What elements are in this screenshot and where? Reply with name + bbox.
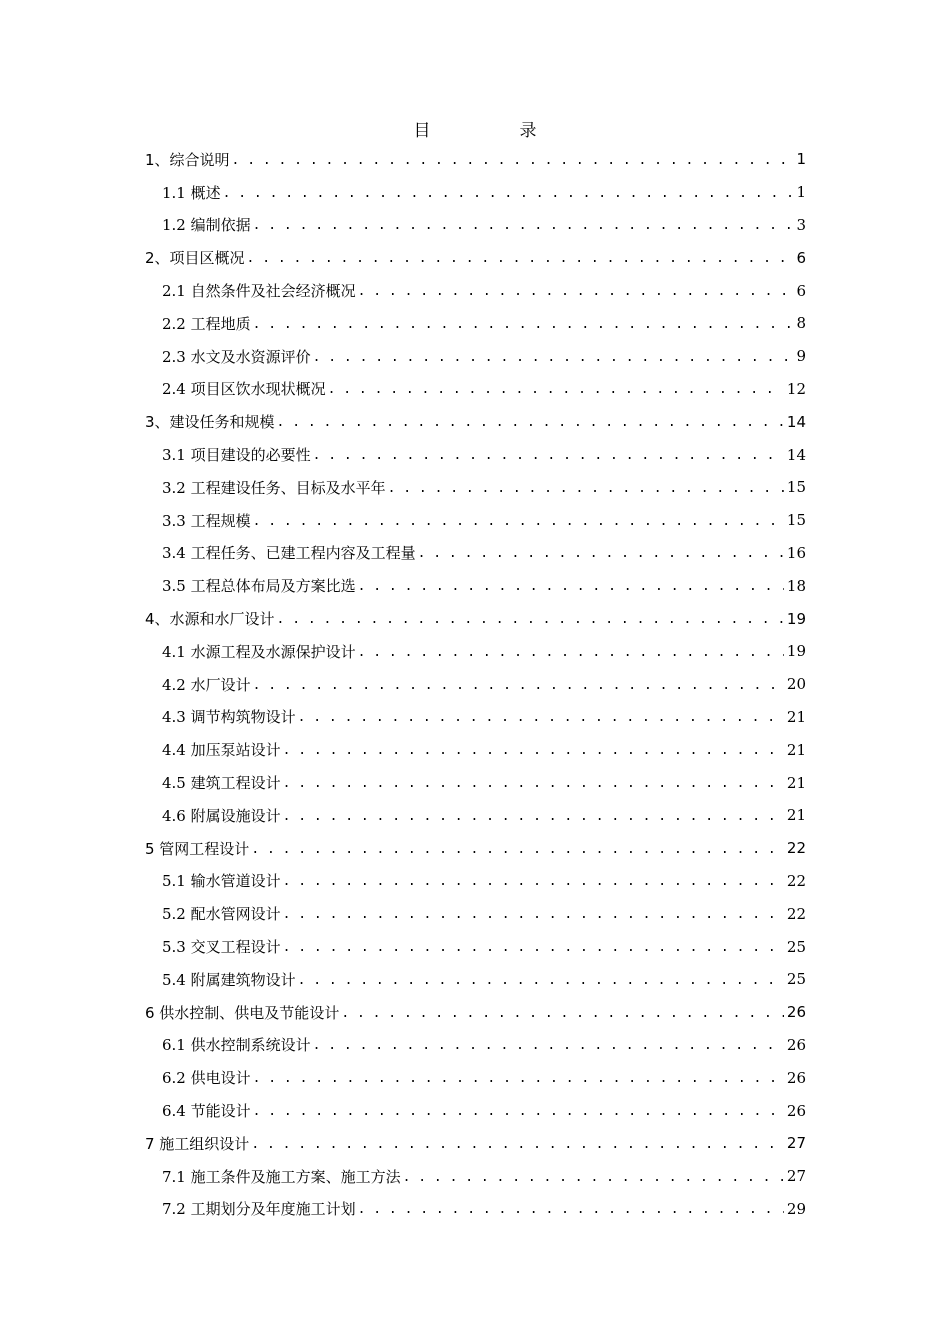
toc-dot-leader [298, 973, 784, 988]
toc-section-entry[interactable] [0, 307, 806, 340]
toc-section-entry[interactable] [0, 1061, 806, 1094]
toc-dot-leader [313, 1038, 784, 1053]
toc-entry-label: 6.1 供水控制系统设计 [162, 1036, 311, 1055]
toc-page-number: 6 [796, 248, 806, 267]
toc-section-entry[interactable] [0, 635, 806, 668]
toc-section-entry[interactable] [0, 569, 806, 602]
toc-entry-label: 1、综合说明 [145, 150, 230, 169]
toc-section-entry[interactable] [0, 537, 806, 570]
toc-dot-leader [253, 317, 794, 332]
toc-section-entry[interactable] [0, 438, 806, 471]
toc-page-number: 26 [786, 1101, 806, 1120]
toc-page-number: 21 [786, 707, 806, 726]
table-of-contents [0, 143, 950, 1225]
toc-section-entry[interactable] [0, 1160, 806, 1193]
toc-title: 目 录 [413, 121, 573, 141]
toc-dot-leader [418, 546, 784, 561]
toc-chapter-entry[interactable] [0, 832, 806, 865]
toc-dot-leader [251, 1137, 784, 1152]
toc-dot-leader [253, 218, 794, 233]
toc-page-number: 1 [796, 183, 806, 202]
toc-dot-leader [253, 1071, 784, 1086]
toc-entry-label: 7 施工组织设计 [145, 1134, 250, 1153]
toc-page-number: 21 [786, 773, 806, 792]
toc-page-number: 22 [786, 871, 806, 890]
toc-dot-leader [247, 251, 794, 266]
toc-section-entry[interactable] [0, 668, 806, 701]
toc-entry-label: 3.5 工程总体布局及方案比选 [162, 577, 356, 596]
toc-page-number: 3 [796, 215, 806, 234]
toc-dot-leader [403, 1170, 784, 1185]
toc-chapter-entry[interactable] [0, 405, 806, 438]
toc-section-entry[interactable] [0, 865, 806, 898]
toc-dot-leader [283, 940, 784, 955]
toc-dot-leader [253, 1104, 784, 1119]
toc-section-entry[interactable] [0, 340, 806, 373]
toc-page-number: 14 [786, 445, 806, 464]
toc-page-number: 26 [786, 1003, 806, 1022]
toc-page-number: 19 [786, 642, 806, 661]
toc-entry-label: 4.5 建筑工程设计 [162, 774, 281, 793]
toc-page-number: 21 [786, 806, 806, 825]
toc-entry-label: 2.4 项目区饮水现状概况 [162, 380, 326, 399]
toc-page-number: 25 [786, 970, 806, 989]
toc-entry-label: 1.2 编制依据 [162, 216, 251, 235]
toc-section-entry[interactable] [0, 1094, 806, 1127]
toc-chapter-entry[interactable] [0, 996, 806, 1029]
toc-entry-label: 4.2 水厂设计 [162, 675, 251, 694]
toc-chapter-entry[interactable] [0, 602, 806, 635]
toc-entry-label: 4.6 附属设施设计 [162, 806, 281, 825]
toc-entry-label: 6 供水控制、供电及节能设计 [145, 1003, 340, 1022]
toc-entry-label: 5.3 交叉工程设计 [162, 938, 281, 957]
toc-section-entry[interactable] [0, 799, 806, 832]
toc-page-number: 9 [796, 347, 806, 366]
toc-entry-label: 3.4 工程任务、已建工程内容及工程量 [162, 544, 416, 563]
toc-entry-label: 7.2 工期划分及年度施工计划 [162, 1200, 356, 1219]
toc-chapter-entry[interactable] [0, 143, 806, 176]
toc-entry-label: 4.3 调节构筑物设计 [162, 708, 296, 727]
toc-section-entry[interactable] [0, 963, 806, 996]
toc-page-number: 26 [786, 1035, 806, 1054]
toc-page-number: 22 [786, 839, 806, 858]
toc-dot-leader [328, 382, 784, 397]
toc-section-entry[interactable] [0, 897, 806, 930]
toc-dot-leader [253, 678, 784, 693]
toc-dot-leader [358, 645, 784, 660]
toc-dot-leader [298, 710, 784, 725]
toc-entry-label: 2.1 自然条件及社会经济概况 [162, 282, 356, 301]
toc-page-number: 6 [796, 281, 806, 300]
toc-section-entry[interactable] [0, 733, 806, 766]
toc-chapter-entry[interactable] [0, 1127, 806, 1160]
toc-chapter-entry[interactable] [0, 241, 806, 274]
toc-page-number: 26 [786, 1068, 806, 1087]
toc-dot-leader [251, 842, 784, 857]
toc-page-number: 27 [786, 1167, 806, 1186]
toc-dot-leader [358, 284, 794, 299]
toc-entry-label: 4.4 加压泵站设计 [162, 741, 281, 760]
toc-section-entry[interactable] [0, 209, 806, 242]
toc-entry-label: 3.3 工程规模 [162, 511, 251, 530]
toc-page-number: 8 [796, 314, 806, 333]
toc-dot-leader [223, 186, 794, 201]
toc-page-number: 21 [786, 740, 806, 759]
toc-dot-leader [277, 612, 784, 627]
toc-dot-leader [283, 874, 784, 889]
toc-entry-label: 5.2 配水管网设计 [162, 905, 281, 924]
toc-entry-label: 6.4 节能设计 [162, 1102, 251, 1120]
toc-section-entry[interactable] [0, 176, 806, 209]
toc-section-entry[interactable] [0, 930, 806, 963]
toc-page-number: 27 [786, 1134, 806, 1153]
toc-dot-leader [277, 415, 784, 430]
toc-section-entry[interactable] [0, 1193, 806, 1226]
toc-dot-leader [313, 350, 794, 365]
toc-dot-leader [358, 579, 784, 594]
toc-page-number: 15 [786, 478, 806, 497]
toc-dot-leader [358, 1202, 784, 1217]
toc-dot-leader [283, 907, 784, 922]
toc-section-entry[interactable] [0, 701, 806, 734]
toc-page-number: 14 [786, 412, 806, 431]
toc-dot-leader [253, 514, 784, 529]
toc-entry-label: 5.1 输水管道设计 [162, 872, 281, 891]
toc-section-entry[interactable] [0, 766, 806, 799]
toc-entry-label: 2、项目区概况 [145, 249, 245, 268]
toc-section-entry[interactable] [0, 1029, 806, 1062]
toc-dot-leader [341, 1006, 784, 1021]
toc-entry-label: 6.2 供电设计 [162, 1069, 251, 1088]
toc-section-entry[interactable] [0, 274, 806, 307]
toc-page-number: 20 [786, 675, 806, 694]
toc-entry-label: 3.2 工程建设任务、目标及水平年 [162, 478, 386, 497]
toc-entry-label: 5 管网工程设计 [145, 839, 250, 858]
toc-entry-label: 2.3 水文及水资源评价 [162, 347, 311, 366]
toc-section-entry[interactable] [0, 504, 806, 537]
toc-dot-leader [283, 743, 784, 758]
toc-page-number: 16 [786, 543, 806, 562]
toc-dot-leader [283, 809, 784, 824]
toc-page-number: 22 [786, 904, 806, 923]
toc-page-number: 1 [796, 150, 806, 169]
toc-entry-label: 4.1 水源工程及水源保护设计 [162, 642, 356, 661]
toc-page-number: 15 [786, 511, 806, 530]
toc-entry-label: 4、水源和水厂设计 [145, 610, 275, 629]
toc-entry-label: 7.1 施工条件及施工方案、施工方法 [162, 1167, 401, 1186]
toc-page-number: 18 [786, 576, 806, 595]
toc-section-entry[interactable] [0, 373, 806, 406]
toc-entry-label: 1.1 概述 [162, 183, 221, 202]
toc-dot-leader [283, 776, 784, 791]
toc-entry-label: 5.4 附属建筑物设计 [162, 970, 296, 989]
toc-dot-leader [388, 481, 784, 496]
toc-entry-label: 2.2 工程地质 [162, 314, 251, 333]
toc-page-number: 29 [786, 1199, 806, 1218]
toc-page-number: 25 [786, 937, 806, 956]
toc-dot-leader [232, 153, 794, 168]
toc-entry-label: 3、建设任务和规模 [145, 413, 275, 432]
toc-entry-label: 3.1 项目建设的必要性 [162, 446, 311, 465]
toc-page-number: 19 [786, 609, 806, 628]
toc-section-entry[interactable] [0, 471, 806, 504]
toc-page-number: 12 [786, 379, 806, 398]
toc-dot-leader [313, 448, 784, 463]
